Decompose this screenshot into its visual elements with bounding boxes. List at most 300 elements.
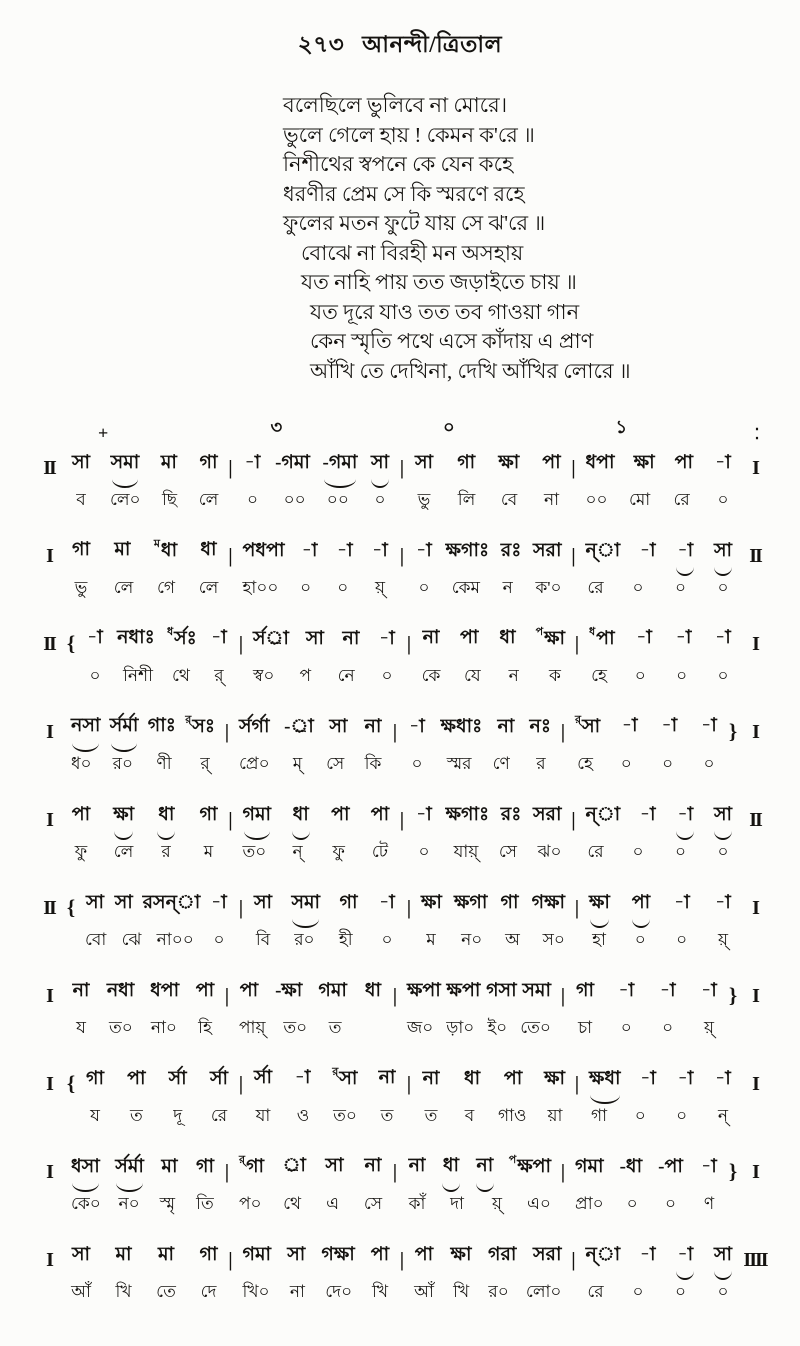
note-cell: পা (631, 888, 651, 920)
measure-separator: | (399, 545, 405, 567)
note-cell: সরা (532, 804, 562, 825)
syllable-cell: ন০ (118, 1194, 140, 1213)
measure-separator: | (228, 545, 233, 567)
syllable-cell: স্মৃ (159, 1194, 176, 1213)
repeat-brace-open: { (66, 895, 76, 919)
note-cell: -া (416, 804, 432, 825)
note-cell: নঃ (529, 716, 551, 737)
note-cell: -া (701, 1156, 717, 1177)
syllable-cell: প্রা০ (575, 1194, 604, 1213)
measure-separator: | (399, 1249, 405, 1271)
note-cell: ধা (291, 800, 311, 832)
measure (232, 1191, 390, 1219)
syllable-row (34, 751, 770, 779)
measure-separator: | (238, 897, 244, 919)
syllable-cell: ছি (161, 490, 178, 509)
syllable-cell: যা (255, 1106, 271, 1125)
syllable-cell: ০ (381, 930, 393, 949)
note-cell: না (408, 1155, 426, 1176)
right-barline: II (749, 809, 761, 831)
note-cell: $^প$ক্ষপা (508, 1154, 551, 1177)
note-cell: গা (576, 980, 594, 1001)
measure (414, 663, 572, 691)
measure (236, 800, 398, 832)
lyrics-stanza (283, 91, 800, 239)
measure (64, 575, 226, 603)
measure-separator: | (560, 985, 566, 1007)
syllable-cell: র (536, 754, 546, 773)
note-cell: না (475, 1151, 495, 1184)
syllable-cell: লে (198, 578, 219, 597)
syllable-cell: না (543, 490, 560, 509)
measure (64, 711, 222, 744)
syllable-cell: ন০ (461, 930, 483, 949)
note-cell: পা (674, 452, 694, 473)
note-cell: র্সর্গা (239, 716, 270, 737)
tala-beat-marker: ১ (615, 417, 628, 437)
note-cell: সা (85, 892, 105, 913)
note-row (34, 1150, 770, 1193)
note-cell: সা (414, 452, 434, 473)
note-cell: ক্ষা (498, 452, 520, 473)
measure (64, 1015, 222, 1043)
note-cell: সা (71, 452, 91, 473)
note-cell: -া (675, 536, 695, 568)
syllable-row (34, 1279, 770, 1307)
syllable-cell: না০ (150, 1018, 177, 1037)
measure (64, 976, 222, 1008)
tala-beat-marker: ৩ (270, 417, 283, 437)
note-cell: $^ম$ধা (153, 538, 178, 561)
syllable-cell: বো (85, 930, 107, 949)
syllable-cell: ০ (213, 930, 225, 949)
measure-separator: | (574, 633, 580, 655)
syllable-cell: ০ (300, 578, 312, 597)
syllable-cell: চা (577, 1018, 593, 1037)
note-cell: না (422, 627, 440, 648)
measure-separator: | (224, 1161, 230, 1183)
syllable-cell: ন (508, 666, 519, 685)
syllable-cell: প্রে০ (239, 754, 270, 773)
note-cell: পা (127, 1068, 146, 1089)
note-cell: ক্ষা (633, 452, 655, 473)
measure-separator: | (238, 633, 244, 655)
measure (400, 1015, 558, 1043)
syllable-cell: দে০ (325, 1282, 353, 1301)
measure-separator: | (406, 1073, 412, 1095)
syllable-cell: থে (283, 1194, 302, 1213)
syllable-cell: সে (326, 754, 345, 773)
measure-separator: | (228, 457, 233, 479)
syllable-cell: ই০ (487, 1018, 508, 1037)
measure (579, 1279, 741, 1307)
note-cell: -া (416, 540, 432, 561)
syllable-cell: ত০ (109, 1018, 133, 1037)
syllable-cell: রে (587, 578, 604, 597)
syllable-cell: য়্ (491, 1194, 502, 1213)
measure (568, 1191, 726, 1219)
note-cell: সা (713, 1240, 733, 1272)
syllable-cell: ম (426, 930, 436, 949)
syllable-cell: বি (255, 930, 271, 949)
note-cell: না (342, 628, 360, 649)
note-cell: ন্া (585, 1244, 621, 1265)
syllable-cell: লে (198, 490, 219, 509)
note-cell: গমা (243, 800, 272, 832)
measure (64, 1279, 226, 1307)
note-row (34, 446, 770, 489)
note-cell: -া (379, 892, 395, 913)
note-cell: -া (675, 627, 692, 648)
syllable-cell: ০ (703, 754, 715, 773)
note-cell: সা (713, 800, 733, 832)
syllable-row (34, 575, 770, 603)
syllable-cell: সে (363, 1194, 383, 1213)
measure-separator: | (560, 721, 566, 743)
syllable-row (34, 927, 770, 955)
measure (582, 1103, 740, 1131)
grace-note: র্ (239, 1154, 246, 1166)
syllable-cell: ০০ (283, 490, 306, 509)
syllable-cell: প০ (239, 1194, 262, 1213)
syllable-cell: লো০ (525, 1282, 562, 1301)
measure (582, 888, 740, 920)
note-cell: রসন্া (142, 892, 201, 913)
syllable-cell: যায়্ (453, 842, 479, 861)
note-cell: ক্ষপা (446, 980, 481, 1001)
measure (400, 1191, 558, 1219)
measure (246, 927, 404, 955)
note-cell: পা (331, 804, 350, 825)
notation-score (34, 417, 770, 1307)
lyric-line: বোঝে না বিরহী মন অসহায় (301, 240, 524, 265)
note-cell: $^{র্}$গা (239, 1154, 265, 1177)
note-cell: পধপা (242, 540, 285, 561)
syllable-cell: ণী (156, 754, 172, 773)
note-cell: -া (701, 715, 717, 736)
grace-note: প (508, 1154, 517, 1166)
syllable-cell: ড়া০ (446, 1018, 475, 1037)
note-cell: ক্ষগাঃ (445, 804, 490, 825)
measure (78, 888, 236, 920)
syllable-cell: ০ (717, 578, 729, 597)
measure (236, 1240, 398, 1272)
syllable-cell: ভু (74, 578, 88, 597)
left-barline: II (43, 633, 55, 655)
measure (568, 751, 726, 779)
syllable-cell: অ (505, 930, 520, 949)
note-cell: র্সা (209, 1068, 229, 1089)
note-cell: মা (160, 452, 177, 473)
note-cell: সা (287, 1244, 306, 1265)
syllable-cell: র্ (200, 754, 210, 773)
note-cell: গরা (488, 1244, 517, 1265)
measure (407, 536, 569, 568)
note-cell: সমা (291, 888, 320, 920)
syllable-cell: ০ (717, 666, 729, 685)
syllable-cell: লে০ (109, 490, 141, 509)
measure (236, 1279, 398, 1307)
syllable-cell: আঁ (414, 1282, 434, 1301)
measure-separator: | (571, 457, 576, 479)
measure (407, 800, 569, 832)
note-cell: না (364, 1155, 382, 1176)
note-cell: ক্ষগা (454, 892, 488, 913)
note-cell: ক্ষা (544, 1068, 565, 1089)
syllable-cell: রে (673, 490, 690, 509)
measure (414, 1064, 572, 1096)
measure (407, 448, 569, 480)
note-cell: গা (339, 892, 358, 913)
measure (232, 1015, 390, 1043)
notation-rows (34, 446, 770, 1307)
left-barline: II (43, 897, 55, 919)
note-row (34, 1062, 770, 1105)
syllable-cell: হা০০ (242, 578, 279, 597)
syllable-cell: ০০ (326, 490, 349, 509)
syllable-cell: ত০ (333, 1106, 357, 1125)
lyric-line: যত নাহি পায় তত জড়াইতে চায় ॥ (301, 270, 577, 294)
note-cell: র্সা (168, 1068, 187, 1089)
syllable-cell: র০ (294, 930, 315, 949)
note-cell: মা (161, 1156, 178, 1177)
measure (232, 1151, 390, 1184)
syllable-cell: ০ (717, 842, 729, 861)
note-cell: -া (715, 452, 731, 473)
measure (236, 487, 398, 515)
note-row (34, 974, 770, 1017)
syllable-cell: ব (464, 1106, 475, 1125)
notation-line-pair (34, 1238, 770, 1307)
syllable-cell: না (289, 1282, 305, 1301)
note-cell: পা (414, 1244, 434, 1265)
right-barline: I (752, 1073, 758, 1095)
measure (579, 448, 741, 480)
lyric-line: আঁখি তে দেখিনা, দেখি আঁখির লোরে ॥ (310, 358, 631, 383)
measure (407, 1279, 569, 1307)
syllable-cell: ০ (632, 1282, 644, 1301)
syllable-cell: ০ (620, 1018, 632, 1037)
repeat-brace-close: } (728, 1159, 738, 1183)
syllable-cell: ণ (703, 1194, 715, 1213)
syllable-cell: গা (590, 1106, 608, 1125)
right-barline: IIII (743, 1249, 767, 1271)
note-cell: -ধা (619, 1156, 643, 1177)
note-cell: গা (72, 539, 90, 560)
lyrics-stanza (301, 239, 800, 298)
note-cell: না (364, 716, 382, 737)
syllable-cell: ০ (89, 666, 101, 685)
note-cell: -া (379, 628, 395, 649)
measure (414, 1103, 572, 1131)
measure-separator: | (571, 1249, 576, 1271)
syllable-cell: ০ (674, 1282, 687, 1301)
note-cell: সা (305, 628, 324, 649)
measure (246, 1063, 404, 1096)
measure (407, 1240, 569, 1272)
syllable-cell: সে (498, 842, 518, 861)
syllable-cell: খি০ (242, 1282, 270, 1301)
syllable-cell: রে (210, 1106, 228, 1125)
syllable-row (34, 487, 770, 515)
measure (579, 536, 741, 568)
note-cell: পা (542, 452, 561, 473)
note-cell: ক্ষা (589, 888, 610, 920)
note-cell: -া (675, 800, 695, 832)
left-barline: I (46, 1161, 52, 1183)
measure (232, 751, 390, 779)
measure-separator: | (224, 721, 230, 743)
note-cell: গা (86, 1068, 104, 1089)
syllable-cell: পায়্ (239, 1018, 266, 1037)
note-cell: পা (370, 1244, 390, 1265)
note-cell: গমা (242, 1244, 272, 1265)
note-cell: সা (253, 892, 273, 913)
note-cell: $^ধ$র্সঃ (166, 626, 197, 649)
measure (414, 888, 572, 920)
note-cell: র্সর্া (253, 628, 289, 649)
grace-note: ধ (589, 626, 596, 638)
note-cell: র্সর্মা (115, 1152, 144, 1184)
measure-separator: | (560, 1161, 566, 1183)
syllable-cell: হি (198, 1018, 212, 1037)
note-cell: না (378, 1067, 396, 1088)
note-cell: সমা (522, 980, 551, 1001)
measure (78, 1064, 236, 1096)
syllable-cell: তি (196, 1194, 214, 1213)
right-barline: I (752, 985, 758, 1007)
syllable-cell: ০ (674, 842, 687, 861)
note-cell: -া (661, 715, 678, 736)
syllable-cell: প (299, 666, 312, 685)
syllable-cell: লে (113, 578, 134, 597)
left-barline: II (43, 457, 55, 479)
syllable-cell: লি (457, 490, 476, 509)
syllable-cell: ০ (665, 1194, 677, 1213)
note-cell: -া (636, 627, 652, 648)
note-cell: সরা (532, 1244, 562, 1265)
syllable-cell: তে০ (520, 1018, 551, 1037)
syllable-cell: ০ (676, 930, 688, 949)
note-cell: -া (409, 716, 425, 737)
syllable-cell: ০ (634, 666, 646, 685)
grace-note: ম (153, 538, 160, 550)
note-cell: -া (675, 1240, 695, 1272)
syllable-cell: ০ (634, 1106, 646, 1125)
repeat-brace-open: { (66, 631, 76, 655)
note-cell: -া (618, 980, 635, 1001)
note-cell: গা (199, 1244, 218, 1265)
syllable-cell: ০ (676, 1106, 688, 1125)
measure (236, 448, 398, 480)
note-cell: পা (195, 980, 215, 1001)
repeat-brace-close: } (728, 719, 738, 743)
measure-separator: | (392, 1161, 398, 1183)
syllable-cell: ০ (620, 754, 632, 773)
note-row (34, 1238, 770, 1281)
note-cell: ক্ষা (450, 1244, 472, 1265)
measure (64, 1152, 222, 1184)
note-cell: -র্া (284, 716, 314, 737)
note-cell: গমা (575, 1156, 604, 1177)
note-cell: মা (115, 1244, 132, 1265)
measure (64, 448, 226, 480)
measure-separator: | (392, 721, 398, 743)
note-cell: গক্ষা (531, 892, 565, 913)
syllable-cell: ও (296, 1106, 310, 1125)
syllable-cell: ০ (717, 490, 729, 509)
grace-note: র্ (185, 714, 192, 726)
syllable-cell: না০০ (156, 930, 194, 949)
syllable-cell: দা (450, 1194, 464, 1213)
note-cell: নধা (106, 980, 135, 1001)
notation-line-pair (34, 534, 770, 603)
syllable-row (34, 1103, 770, 1131)
measure (400, 1151, 558, 1184)
note-cell: -ক্ষা (275, 980, 303, 1001)
notation-line-pair (34, 446, 770, 515)
measure (579, 839, 741, 867)
note-cell: সা (71, 1244, 91, 1265)
syllable-cell: ০০ (585, 490, 608, 509)
note-cell: $^{র্}$সা (575, 714, 601, 737)
measure (78, 1103, 236, 1131)
tala-marker-row (34, 417, 770, 444)
note-cell: গা (199, 804, 218, 825)
note-cell: -া (715, 1068, 731, 1089)
note-cell: -া (301, 540, 318, 561)
measure (568, 1152, 726, 1184)
syllable-cell: ০ (337, 578, 349, 597)
syllable-cell: ০ (246, 490, 259, 509)
measure (579, 800, 741, 832)
note-row (34, 534, 770, 577)
lyric-line: ভুলে গেলে হায় ! কেমন ক'রে ॥ (283, 122, 535, 147)
lyric-line: যত দূরে যাও তত তব গাওয়া গান (310, 299, 580, 324)
measure (64, 751, 222, 779)
syllable-cell: হা (592, 930, 606, 949)
note-row (34, 710, 770, 753)
syllable-cell: নে (337, 666, 355, 685)
note-cell: -া (87, 627, 103, 648)
syllable-cell: য়্ (374, 578, 385, 597)
measure-separator: | (406, 633, 412, 655)
note-cell: -গমা (275, 452, 310, 473)
syllable-cell: য (76, 1018, 86, 1037)
note-cell: গা (500, 892, 519, 913)
syllable-cell: যে (463, 666, 481, 685)
measure (582, 1064, 740, 1096)
note-cell: না (72, 980, 90, 1001)
note-cell: $^প$ক্ষা (535, 626, 565, 649)
syllable-cell: ন্ (292, 842, 303, 861)
syllable-cell: এ০ (527, 1194, 551, 1213)
note-cell: ন্া (585, 540, 621, 561)
measure (78, 927, 236, 955)
syllable-cell: ঝ০ (537, 842, 562, 861)
note-cell: সা (713, 536, 733, 568)
measure (579, 1240, 741, 1272)
notation-line-pair (34, 710, 770, 779)
note-cell: $^ধ$পা (589, 626, 615, 649)
syllable-cell: লে (113, 842, 134, 861)
measure (414, 927, 572, 955)
measure-separator: | (574, 1073, 580, 1095)
note-cell: -া (715, 892, 731, 913)
syllable-cell (363, 1015, 383, 1043)
measure (568, 711, 726, 744)
syllable-cell: ০ (374, 490, 386, 509)
